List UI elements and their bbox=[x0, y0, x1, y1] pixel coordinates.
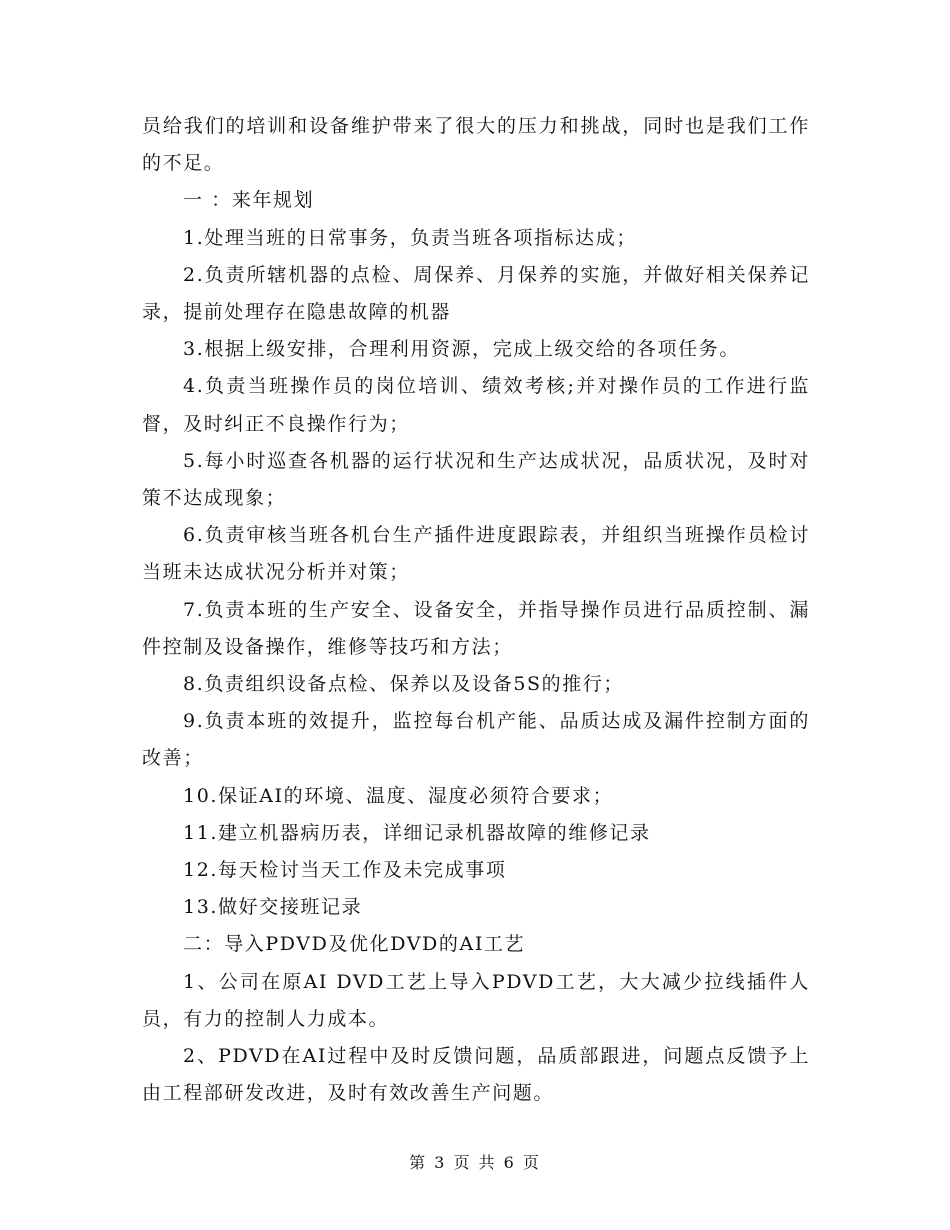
section-heading-pdvd: 二：导入PDVD及优化DVD的AI工艺 bbox=[183, 933, 526, 956]
list-item: 3.根据上级安排，合理利用资源，完成上级交给的各项任务。 bbox=[183, 338, 740, 361]
section-heading-plan: 一 ：来年规划 bbox=[183, 189, 315, 212]
list-item: 10.保证AI的环境、温度、湿度必须符合要求； bbox=[183, 784, 614, 807]
list-item: 2.负责所辖机器的点检、周保养、月保养的实施，并做好相关保养记录，提前处理存在隐患故障的机器 bbox=[142, 263, 810, 324]
list-item: 4.负责当班操作员的岗位培训、绩效考核;并对操作员的工作进行监督，及时纠正不良操作行为； bbox=[142, 375, 810, 435]
list-item: 6.负责审核当班各机台生产插件进度跟踪表，并组织当班操作员检讨当班未达成状况分析并对策； bbox=[142, 524, 810, 584]
page-number-footer: 第 3 页 共 6 页 bbox=[409, 1153, 541, 1172]
list-item: 2、PDVD在AI过程中及时反馈问题，品质部跟进，问题点反馈予上由工程部研发改进，及时有效改善生产问题。 bbox=[142, 1045, 810, 1105]
list-item: 5.每小时巡查各机器的运行状况和生产达成状况，品质状况，及时对策不达成现象； bbox=[142, 449, 810, 510]
list-item: 8.负责组织设备点检、保养以及设备5S的推行； bbox=[183, 673, 625, 696]
list-item: 1.处理当班的日常事务，负责当班各项指标达成； bbox=[183, 226, 637, 249]
list-item: 9.负责本班的效提升，监控每台机产能、品质达成及漏件控制方面的改善； bbox=[142, 710, 810, 770]
list-item: 11.建立机器病历表，详细记录机器故障的维修记录 bbox=[183, 821, 651, 844]
list-item: 12.每天检讨当天工作及未完成事项 bbox=[183, 859, 507, 882]
list-item: 13.做好交接班记录 bbox=[183, 896, 363, 919]
list-item: 1、公司在原AI DVD工艺上导入PDVD工艺，大大减少拉线插件人员，有力的控制人力成本。 bbox=[142, 970, 810, 1030]
document-body bbox=[142, 108, 810, 1112]
list-item: 7.负责本班的生产安全、设备安全，并指导操作员进行品质控制、漏件控制及设备操作，维修等技巧和方法； bbox=[142, 598, 810, 658]
paragraph: 员给我们的培训和设备维护带来了很大的压力和挑战，同时也是我们工作的不足。 bbox=[142, 115, 810, 175]
